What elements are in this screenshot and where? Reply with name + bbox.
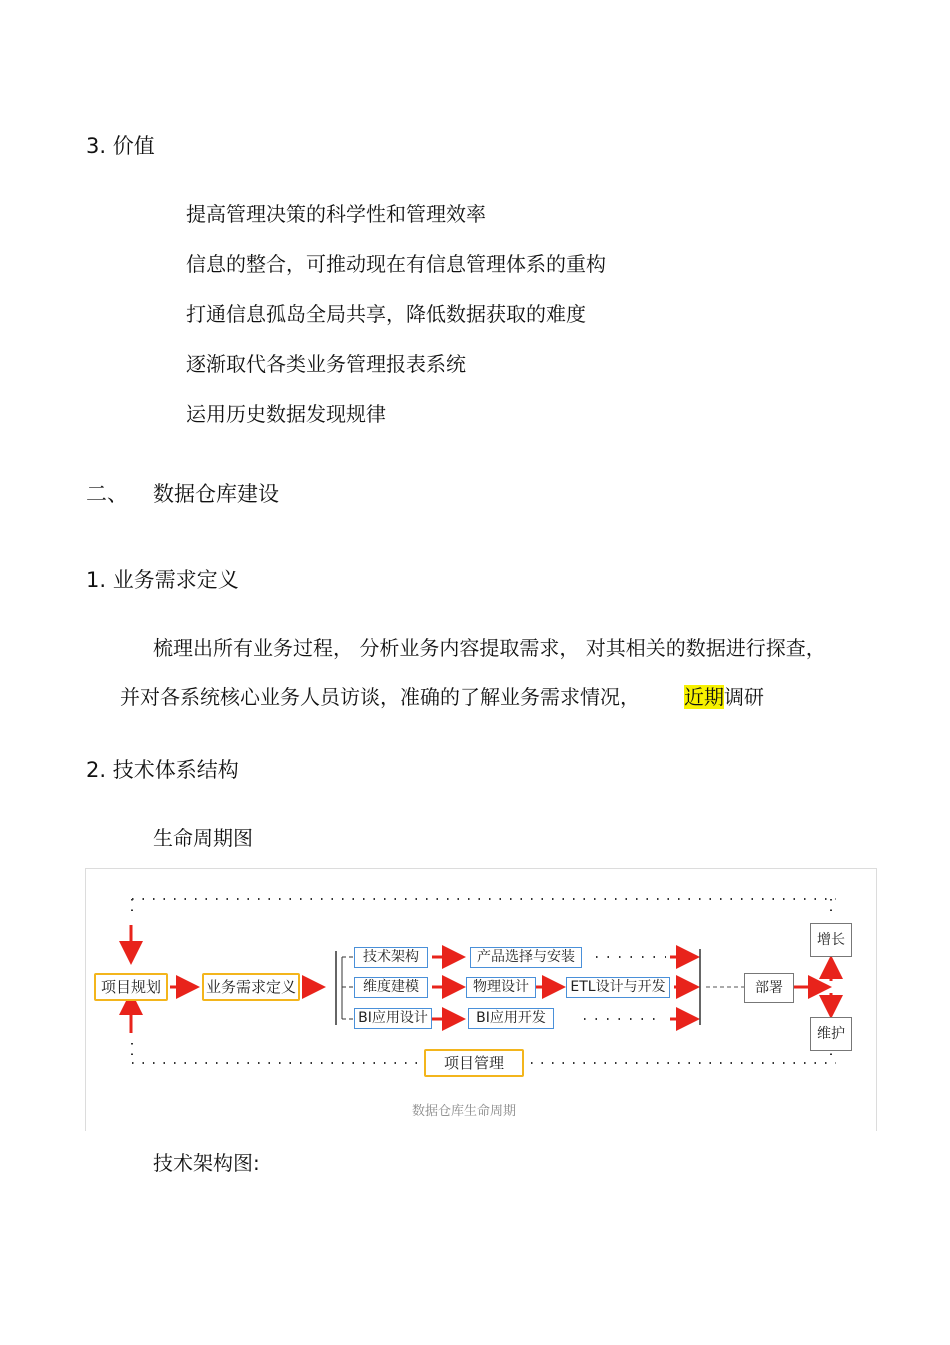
paragraph-line-1: 梳理出所有业务过程， 分析业务内容提取需求， 对其相关的数据进行探查， xyxy=(153,636,826,660)
paragraph-line-2-end: 调研 xyxy=(724,685,764,709)
value-item-2: 信息的整合，可推动现在有信息管理体系的重构 xyxy=(186,252,606,276)
section-3-heading: 3. 价值 xyxy=(86,134,155,158)
part-2-title: 数据仓库建设 xyxy=(153,482,279,506)
highlighted-text: 近期 xyxy=(684,685,724,709)
value-item-5: 运用历史数据发现规律 xyxy=(186,402,386,426)
value-item-1: 提高管理决策的科学性和管理效率 xyxy=(186,202,486,226)
node-requirement-definition: 业务需求定义 xyxy=(202,973,300,1001)
node-project-plan: 项目规划 xyxy=(94,973,168,1001)
part-2-number: 二、 xyxy=(86,482,128,506)
value-item-4: 逐渐取代各类业务管理报表系统 xyxy=(186,352,466,376)
node-bi-app-dev: BI应用开发 xyxy=(468,1008,554,1029)
paragraph-line-2 xyxy=(120,685,764,709)
paragraph-line-2-text: 并对各系统核心业务人员访谈，准确的了解业务需求情况， xyxy=(120,685,640,709)
node-bi-app-design: BI应用设计 xyxy=(354,1008,432,1029)
subsection-2-heading: 2. 技术体系结构 xyxy=(86,758,239,782)
node-maintain: 维护 xyxy=(810,1017,852,1051)
node-deploy: 部署 xyxy=(744,973,794,1003)
node-project-management: 项目管理 xyxy=(424,1049,524,1077)
node-dimension-modeling: 维度建模 xyxy=(354,977,428,998)
lifecycle-label: 生命周期图 xyxy=(153,826,253,850)
node-etl-design: ETL设计与开发 xyxy=(566,977,670,998)
node-physical-design: 物理设计 xyxy=(466,977,536,998)
value-item-3: 打通信息孤岛全局共享，降低数据获取的难度 xyxy=(186,302,586,326)
node-tech-architecture: 技术架构 xyxy=(354,947,428,968)
node-product-selection: 产品选择与安装 xyxy=(470,947,582,968)
node-grow: 增长 xyxy=(810,923,852,957)
diagram-caption: 数据仓库生命周期 xyxy=(412,1104,517,1119)
lifecycle-diagram xyxy=(85,868,877,1131)
subsection-1-heading: 1. 业务需求定义 xyxy=(86,568,239,592)
architecture-label: 技术架构图: xyxy=(153,1151,260,1175)
